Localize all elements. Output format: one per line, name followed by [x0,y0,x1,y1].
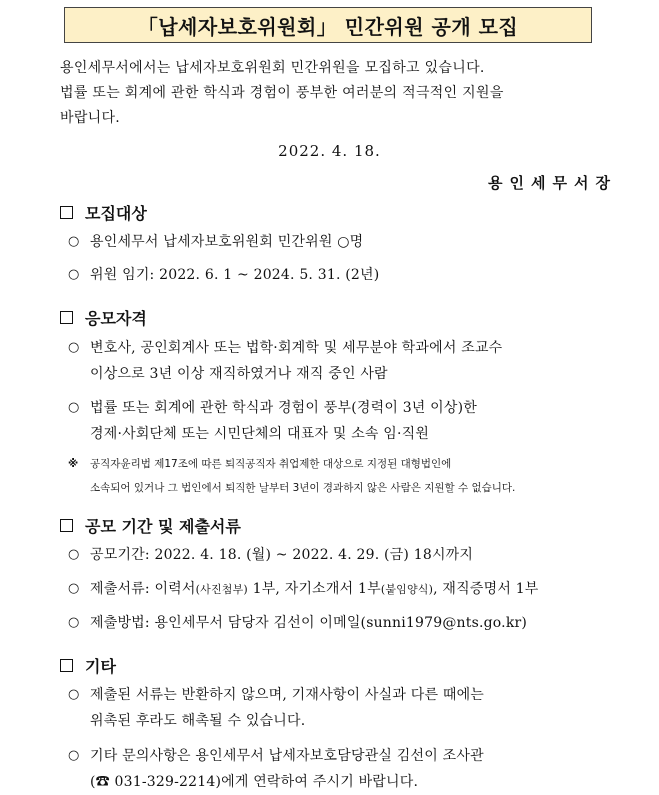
qualification-item-2 [90,395,608,447]
circle-bullet-icon: ○ [68,267,80,282]
item2-part-e: , 재직증명서 1부 [433,581,539,597]
qualification-item-2-line-1: 법률 또는 회계에 관한 학식과 경험이 풍부(경력이 3년 이상)한 [90,400,478,416]
intro-line-1: 용인세무서에서는 납세자보호위원회 민간위원을 모집하고 있습니다. [60,60,485,76]
item2-part-a: 제출서류: 이력서 [90,581,196,597]
checkbox-square-icon [60,659,73,672]
intro-line-3: 바랍니다. [60,110,121,126]
target-item-2: 위원 임기: 2022. 6. 1 ~ 2024. 5. 31. (2년) [90,267,380,283]
list-item [68,743,608,795]
announcement-date: 2022. 4. 18. [278,142,381,160]
item2-part-c: 1부, 자기소개서 1부 [247,581,381,597]
application-item-2 [90,576,608,603]
target-item-1: 용인세무서 납세자보호위원회 민간위원 ○명 [90,234,364,250]
page-title: 「납세자보호위원회」 민간위원 공개 모집 [64,7,592,43]
section-other-heading: 기타 [85,657,116,676]
checkbox-square-icon [60,519,73,532]
section-application [60,514,241,537]
circle-bullet-icon: ○ [68,400,80,415]
qualification-item-1 [90,335,608,387]
list-item [68,576,608,603]
section-target-heading: 모집대상 [85,204,147,223]
checkbox-square-icon [60,206,73,219]
circle-bullet-icon: ○ [68,340,80,355]
issuer-signature: 용인세무서장 [488,174,617,192]
list-item [68,682,608,734]
other-item-2-line-2: (☎ 031-329-2214)에게 연락하여 주시기 바랍니다. [90,774,419,790]
circle-bullet-icon: ○ [68,581,80,596]
circle-bullet-icon: ○ [68,615,80,630]
list-item [68,335,608,387]
qualification-note [68,452,613,500]
qualification-item-1-line-1: 변호사, 공인회계사 또는 법학·회계학 및 세무분야 학과에서 조교수 [90,340,503,356]
qualification-item-2-line-2: 경제·사회단체 또는 시민단체의 대표자 및 소속 임·직원 [90,426,430,442]
checkbox-square-icon [60,311,73,324]
note-line-2: 소속되어 있거나 그 법인에서 퇴직한 날부터 3년이 경과하지 않은 사람은 지원할 수 없습니다. [90,482,516,494]
other-item-1-line-2: 위촉된 후라도 해촉될 수 있습니다. [90,713,306,729]
circle-bullet-icon: ○ [68,687,80,702]
circle-bullet-icon: ○ [68,234,80,249]
section-other [60,654,116,677]
item2-part-d: (붙임양식) [380,583,434,596]
circle-bullet-icon: ○ [68,547,80,562]
list-item [68,395,608,447]
section-qualification-heading: 응모자격 [85,309,147,328]
note-line-1: 공직자윤리법 제17조에 따른 퇴직공직자 취업제한 대상으로 지정된 대형법인에 [90,458,452,470]
application-item-3: 제출방법: 용인세무서 담당자 김선이 이메일(sunni1979@nts.go.kr) [90,615,528,631]
section-target [60,201,147,224]
qualification-item-1-line-2: 이상으로 3년 이상 재직하였거나 재직 중인 사람 [90,366,388,382]
intro-line-2: 법률 또는 회계에 관한 학식과 경험이 풍부한 여러분의 적극적인 지원을 [60,85,504,101]
other-item-1 [90,682,608,734]
other-item-1-line-1: 제출된 서류는 반환하지 않으며, 기재사항이 사실과 다른 때에는 [90,687,485,703]
item2-part-b: (사진첨부) [195,583,248,596]
section-qualification [60,306,147,329]
list-item [68,262,608,288]
application-item-1: 공모기간: 2022. 4. 18. (월) ~ 2022. 4. 29. (금) 18시까지 [90,547,474,563]
circle-bullet-icon: ○ [68,748,80,763]
other-item-2 [90,743,608,795]
list-item [68,229,608,255]
other-item-2-line-1: 기타 문의사항은 용인세무서 납세자보호담당관실 김선이 조사관 [90,748,484,764]
reference-mark-icon: ※ [68,458,79,470]
list-item [68,542,608,568]
list-item [68,610,608,636]
section-application-heading: 공모 기간 및 제출서류 [85,517,241,536]
